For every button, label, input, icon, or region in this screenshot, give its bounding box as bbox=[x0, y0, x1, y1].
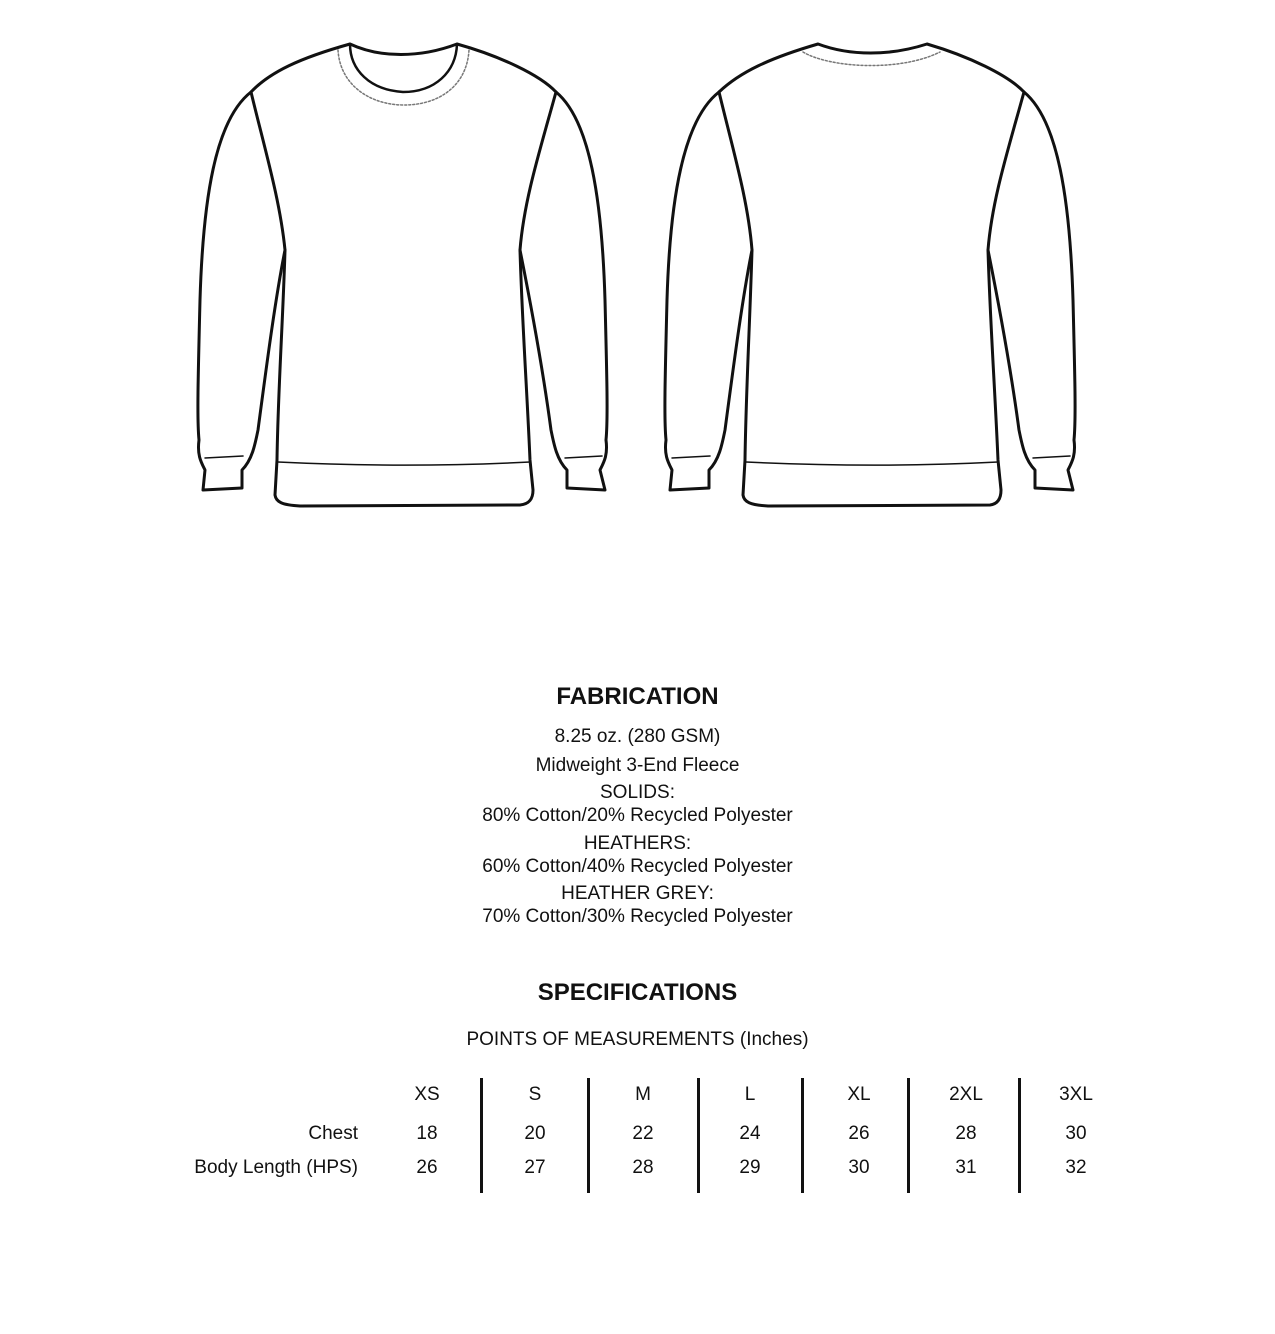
size-header-l: L bbox=[744, 1084, 756, 1105]
front-hem-line bbox=[278, 462, 530, 465]
fabric-weight: 8.25 oz. (280 GSM) bbox=[554, 726, 721, 747]
body-length-2xl: 31 bbox=[955, 1157, 977, 1178]
column-divider bbox=[1018, 1078, 1021, 1193]
chest-xl: 26 bbox=[848, 1123, 870, 1144]
row-label-body-length: Body Length (HPS) bbox=[194, 1157, 358, 1178]
chest-s: 20 bbox=[524, 1123, 546, 1144]
solids-label: SOLIDS: bbox=[600, 782, 675, 803]
heathers-value: 60% Cotton/40% Recycled Polyester bbox=[482, 856, 793, 877]
chest-2xl: 28 bbox=[955, 1123, 977, 1144]
column-divider bbox=[480, 1078, 483, 1193]
heathers-label: HEATHERS: bbox=[583, 833, 692, 854]
body-length-3xl: 32 bbox=[1065, 1157, 1087, 1178]
size-header-m: M bbox=[635, 1084, 651, 1105]
size-header-2xl: 2XL bbox=[949, 1084, 983, 1105]
back-right-sleeve bbox=[988, 92, 1075, 490]
fabric-type: Midweight 3-End Fleece bbox=[535, 755, 740, 776]
heather-grey-label: HEATHER GREY: bbox=[561, 883, 714, 904]
fabrication-title: FABRICATION bbox=[556, 683, 719, 710]
body-length-s: 27 bbox=[524, 1157, 546, 1178]
front-collar-inner bbox=[338, 50, 469, 105]
body-length-l: 29 bbox=[739, 1157, 761, 1178]
measurements-subtitle: POINTS OF MEASUREMENTS (Inches) bbox=[466, 1029, 809, 1050]
chest-xs: 18 bbox=[416, 1123, 438, 1144]
garment-drawings bbox=[0, 0, 1275, 520]
size-chart bbox=[0, 1078, 1275, 1198]
back-hem-line bbox=[746, 462, 998, 465]
size-header-xl: XL bbox=[847, 1084, 871, 1105]
column-divider bbox=[697, 1078, 700, 1193]
size-header-s: S bbox=[528, 1084, 542, 1105]
size-header-xs: XS bbox=[414, 1084, 440, 1105]
back-body-outline bbox=[719, 44, 1024, 506]
body-length-m: 28 bbox=[632, 1157, 654, 1178]
chest-m: 22 bbox=[632, 1123, 654, 1144]
front-body-outline bbox=[251, 44, 556, 506]
specifications-title: SPECIFICATIONS bbox=[537, 979, 738, 1006]
chest-l: 24 bbox=[739, 1123, 761, 1144]
body-length-xs: 26 bbox=[416, 1157, 438, 1178]
back-left-sleeve bbox=[665, 92, 752, 490]
solids-value: 80% Cotton/20% Recycled Polyester bbox=[482, 805, 793, 826]
body-length-xl: 30 bbox=[848, 1157, 870, 1178]
front-left-sleeve bbox=[198, 92, 285, 490]
back-left-cuff-line bbox=[672, 456, 710, 458]
heather-grey-value: 70% Cotton/30% Recycled Polyester bbox=[482, 906, 793, 927]
column-divider bbox=[907, 1078, 910, 1193]
row-label-chest: Chest bbox=[308, 1123, 358, 1144]
sweatshirt-illustrations bbox=[0, 0, 1275, 520]
chest-3xl: 30 bbox=[1065, 1123, 1087, 1144]
column-divider bbox=[587, 1078, 590, 1193]
size-header-3xl: 3XL bbox=[1059, 1084, 1093, 1105]
front-right-sleeve bbox=[520, 92, 607, 490]
back-right-cuff-line bbox=[1033, 456, 1070, 458]
column-divider bbox=[801, 1078, 804, 1193]
front-left-cuff-line bbox=[205, 456, 243, 458]
front-right-cuff-line bbox=[565, 456, 602, 458]
